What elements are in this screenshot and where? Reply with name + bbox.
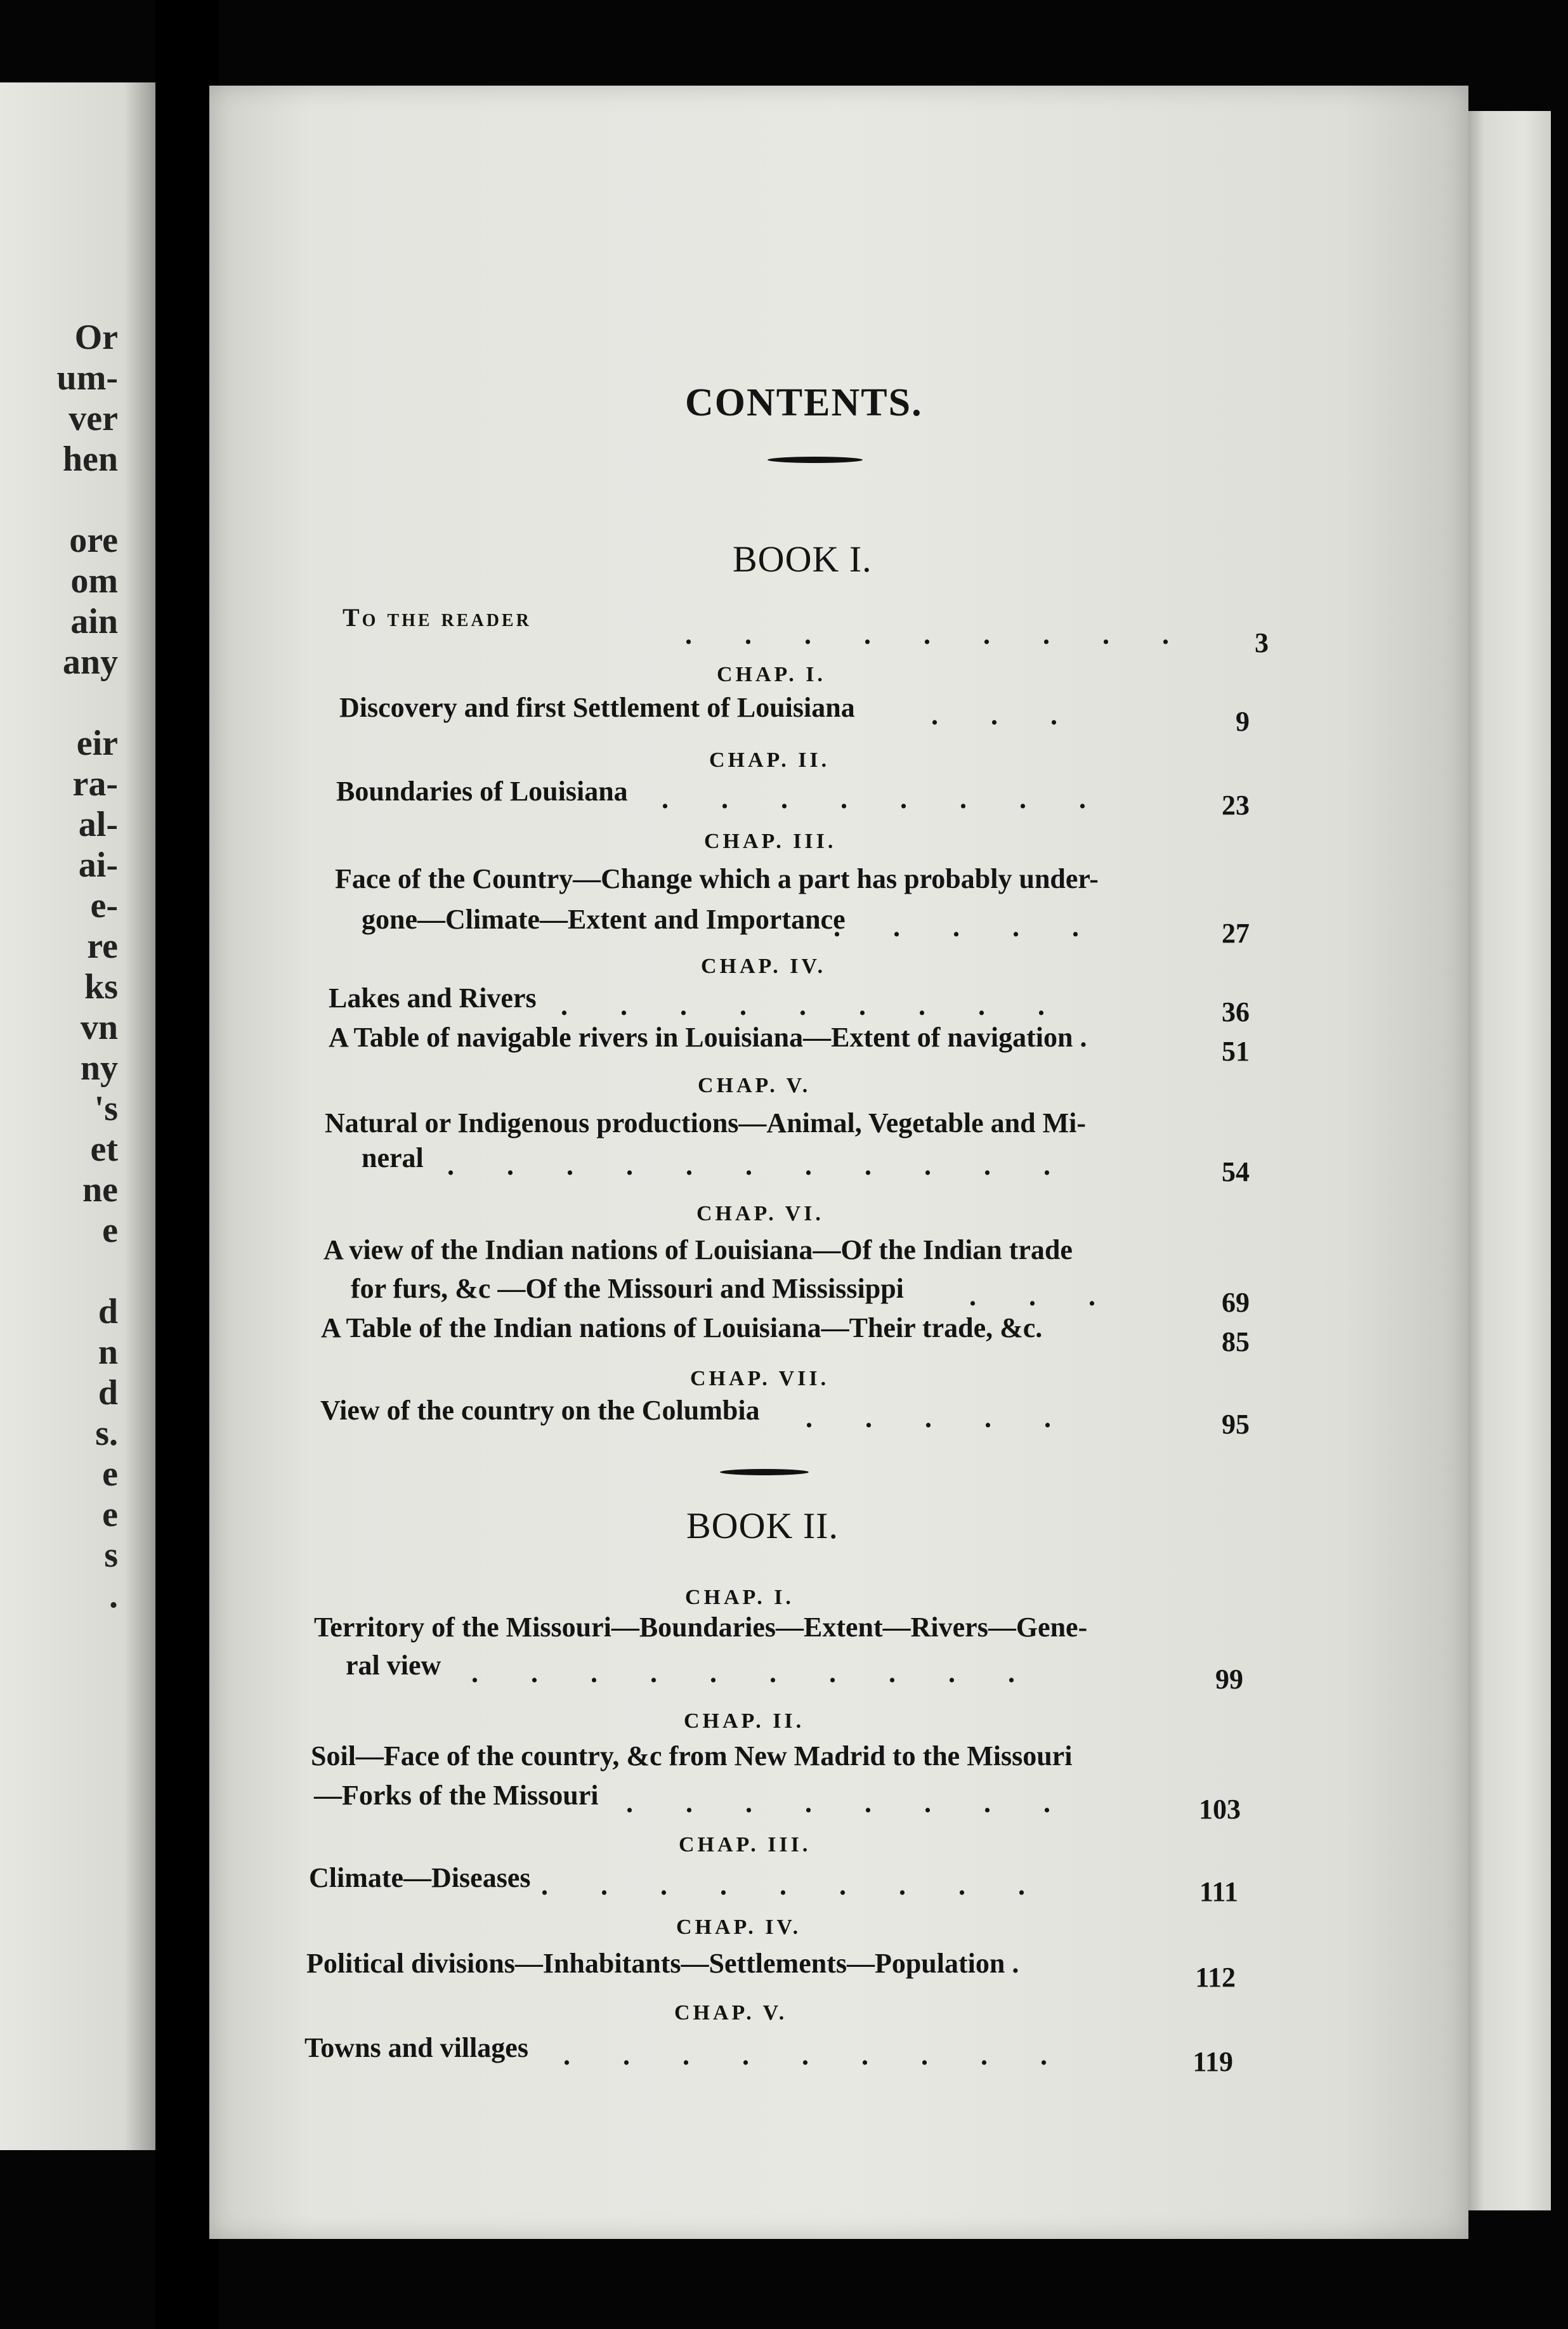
facing-page-line: vn <box>80 1008 118 1047</box>
toc-entry-line: gone—Climate—Extent and Importance <box>362 904 846 935</box>
leader-dots: . . . <box>969 1281 1118 1312</box>
leader-dots: . . . . . . . . . <box>685 619 1192 650</box>
toc-entry-line: A view of the Indian nations of Louisiana—Of the Indian trade <box>323 1234 1073 1265</box>
leader-dots: . . . . . <box>833 911 1102 943</box>
toc-page-number: 103 <box>1199 1794 1241 1825</box>
toc-page-number: 95 <box>1222 1409 1250 1440</box>
chapter-label: CHAP. III. <box>679 1833 811 1856</box>
facing-page-line: e <box>102 1211 118 1250</box>
leader-dots: . . . . . . . . <box>662 783 1109 814</box>
chapter-label: CHAP. II. <box>684 1709 805 1733</box>
facing-page-line: ny <box>80 1048 118 1088</box>
leader-dots: . . . . . <box>806 1402 1074 1433</box>
page-title: CONTENTS. <box>685 381 923 424</box>
toc-page-number: 27 <box>1222 918 1250 949</box>
toc-entry-line: Face of the Country—Change which a part has probably under- <box>335 863 1099 894</box>
toc-page-number: 36 <box>1222 996 1250 1028</box>
toc-entry-line: View of the country on the Columbia <box>320 1395 760 1426</box>
toc-page-number: 51 <box>1222 1036 1250 1067</box>
toc-page-number: 54 <box>1222 1156 1250 1187</box>
toc-entry-line: neral <box>362 1142 424 1173</box>
facing-page-line: et <box>90 1130 118 1169</box>
facing-page-line: hen <box>62 440 118 479</box>
facing-page-line: al- <box>78 805 118 844</box>
toc-entry-line: A Table of the Indian nations of Louisiana—Their trade, &c. <box>321 1312 1043 1343</box>
facing-page-line: ai- <box>78 845 118 885</box>
toc-entry-line: Political divisions—Inhabitants—Settlements—Population . <box>306 1948 1019 1979</box>
toc-entry-line: for furs, &c —Of the Missouri and Mississippi <box>351 1273 904 1304</box>
facing-page-line: d <box>98 1373 118 1412</box>
facing-page-line: e- <box>90 886 118 925</box>
ornament-rule-2 <box>720 1469 809 1475</box>
chapter-label: CHAP. VII. <box>690 1367 830 1390</box>
chapter-label: CHAP. V. <box>674 2001 788 2025</box>
facing-page-line: ore <box>69 521 118 560</box>
toc-page-number: 85 <box>1222 1326 1250 1357</box>
facing-page-line: ne <box>82 1170 118 1210</box>
facing-page-line: ver <box>69 399 118 438</box>
facing-page-line: n <box>98 1333 118 1372</box>
toc-page-number: 9 <box>1236 706 1250 737</box>
toc-entry-line: Climate—Diseases <box>309 1862 531 1893</box>
reader-entry: To the reader <box>343 603 532 632</box>
facing-page-line: Or <box>74 318 118 357</box>
book-1-heading: BOOK I. <box>733 538 872 580</box>
toc-page-number: 99 <box>1215 1664 1243 1695</box>
chapter-label: CHAP. I. <box>685 1586 794 1609</box>
chapter-label: CHAP. I. <box>717 663 826 686</box>
leader-dots: . . . . . . . . . . . <box>447 1150 1073 1181</box>
toc-entry-line: Natural or Indigenous productions—Animal, Vegetable and Mi- <box>325 1107 1086 1138</box>
toc-page-number: 23 <box>1222 790 1250 821</box>
toc-entry-line: Towns and villages <box>304 2032 528 2063</box>
facing-page-line: um- <box>56 358 118 398</box>
facing-page-line: ks <box>84 967 118 1007</box>
chapter-label: CHAP. II. <box>709 748 830 772</box>
ornament-rule <box>768 457 863 463</box>
toc-entry-line: ral view <box>346 1650 441 1681</box>
toc-entry-line: Lakes and Rivers <box>329 982 537 1014</box>
chapter-label: CHAP. III. <box>704 830 837 853</box>
facing-page-line: s <box>104 1536 118 1575</box>
chapter-label: CHAP. IV. <box>676 1915 802 1939</box>
leader-dots: . . . . . . . . . . <box>471 1657 1038 1688</box>
toc-entry-line: Soil—Face of the country, &c from New Madrid to the Missouri <box>311 1740 1073 1771</box>
facing-page-line: re <box>87 927 118 966</box>
facing-page-line: ain <box>70 602 118 641</box>
facing-page-line: any <box>62 643 118 682</box>
facing-page-line: eir <box>76 724 118 763</box>
book-2-heading: BOOK II. <box>686 1505 839 1546</box>
facing-page-line: ra- <box>72 764 118 804</box>
facing-page-line: e <box>102 1454 118 1494</box>
leader-dots: . . . . . . . . . <box>563 2040 1070 2071</box>
toc-entry-line: Boundaries of Louisiana <box>336 776 628 807</box>
toc-page-number: 112 <box>1195 1962 1236 1993</box>
leader-dots: . . . <box>931 700 1080 731</box>
chapter-label: CHAP. IV. <box>701 955 826 978</box>
toc-entry-line: Territory of the Missouri—Boundaries—Extent—Rivers—Gene- <box>314 1612 1088 1643</box>
facing-page-line: om <box>70 561 118 601</box>
facing-page-line: s. <box>95 1414 118 1453</box>
toc-entry-line: Discovery and first Settlement of Louisiana <box>339 692 855 723</box>
leader-dots: . . . . . . . . . <box>541 1870 1048 1901</box>
reader-page: 3 <box>1255 627 1269 658</box>
toc-page-number: 119 <box>1192 2046 1233 2077</box>
leader-dots: . . . . . . . . . <box>561 990 1068 1021</box>
toc-entry-line: A Table of navigable rivers in Louisiana—Extent of navigation . <box>329 1022 1087 1053</box>
facing-page-line: e <box>102 1495 118 1534</box>
toc-entry-line: —Forks of the Missouri <box>314 1780 599 1811</box>
facing-page-line: 's <box>94 1089 118 1128</box>
chapter-label: CHAP. VI. <box>696 1202 824 1225</box>
facing-page-line: d <box>98 1292 118 1331</box>
toc-page-number: 69 <box>1222 1287 1250 1318</box>
leader-dots: . . . . . . . . <box>626 1787 1073 1818</box>
toc-page-number: 111 <box>1199 1876 1238 1907</box>
facing-page-line: . <box>109 1576 118 1615</box>
chapter-label: CHAP. V. <box>698 1074 811 1097</box>
